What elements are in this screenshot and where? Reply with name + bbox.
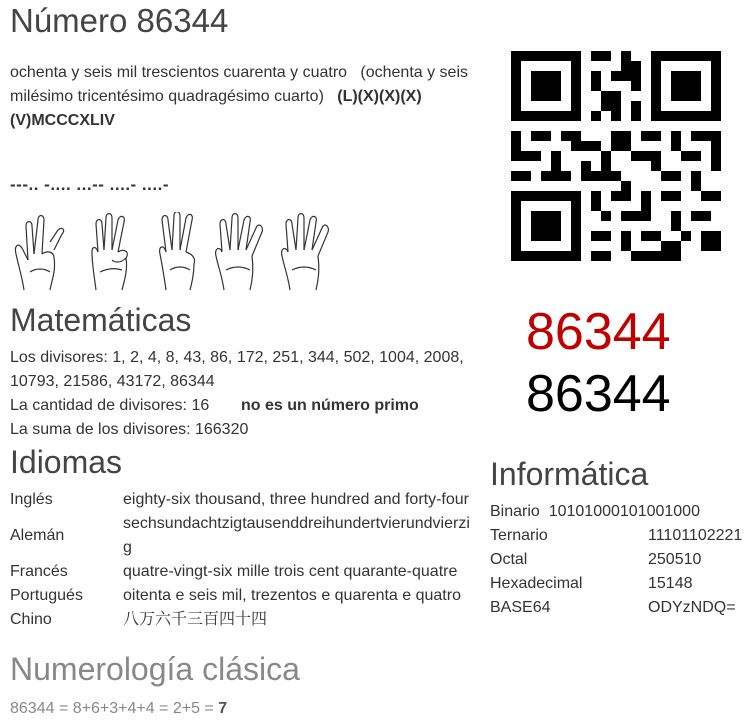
spanish-words: ochenta y seis mil trescientos cuarenta y cuatro bbox=[10, 64, 348, 81]
octal-value: 250510 bbox=[648, 551, 702, 568]
numerology-result: 7 bbox=[218, 700, 228, 717]
hand-3-icon bbox=[152, 212, 210, 292]
binary-label: Binario bbox=[490, 503, 540, 520]
divisor-sum-line bbox=[10, 418, 248, 442]
divisors-line bbox=[10, 346, 464, 370]
base64-row bbox=[490, 596, 748, 620]
language-name: Chino bbox=[10, 611, 52, 628]
language-text: quatre-vingt-six mille trois cent quarante-quatre bbox=[123, 563, 458, 580]
language-text: sechsundachtzigtausenddreihundertvierundvierzig bbox=[123, 515, 470, 556]
prime-status: no es un número primo bbox=[241, 397, 419, 414]
binary-value: 10101000101001000 bbox=[548, 503, 700, 520]
octal-label: Octal bbox=[490, 551, 528, 568]
qr-code-icon bbox=[511, 51, 721, 261]
hex-label: Hexadecimal bbox=[490, 575, 583, 592]
hand-6-icon bbox=[84, 212, 142, 292]
divisor-count-value: 16 bbox=[191, 397, 210, 414]
language-text: oitenta e seis mil, trezentos e quarenta e quatro bbox=[123, 587, 461, 604]
hex-value: 15148 bbox=[648, 575, 693, 592]
divisors-values: 1, 2, 4, 8, 43, 86, 172, 251, 344, 502, 1004, 2008, bbox=[112, 349, 464, 366]
ternary-value: 11101102221 bbox=[648, 527, 743, 544]
page-title: Número 86344 bbox=[10, 2, 229, 39]
hand-4-icon bbox=[212, 212, 270, 292]
hex-row bbox=[490, 572, 748, 596]
number-description bbox=[10, 61, 472, 133]
roman-numeral: (L)(X)(X)(X)(V)MCCCXLIV bbox=[10, 88, 422, 129]
language-name: Alemán bbox=[10, 527, 65, 544]
binary-row bbox=[490, 500, 748, 524]
numerology-heading: Numerología clásica bbox=[10, 651, 300, 687]
divisor-count-label: La cantidad de divisores: bbox=[10, 397, 187, 414]
language-text: 八万六千三百四十四 bbox=[123, 611, 268, 628]
divisors-continued: 10793, 21586, 43172, 86344 bbox=[10, 373, 215, 390]
language-name: Inglés bbox=[10, 491, 53, 508]
base64-value: ODYzNDQ= bbox=[648, 599, 736, 616]
base64-label: BASE64 bbox=[490, 599, 551, 616]
octal-row bbox=[490, 548, 748, 572]
big-number-black: 86344 bbox=[526, 365, 671, 423]
divisor-sum-label: La suma de los divisores: bbox=[10, 421, 191, 438]
language-name: Francés bbox=[10, 563, 68, 580]
computing-heading: Informática bbox=[490, 456, 649, 492]
languages-heading: Idiomas bbox=[10, 444, 123, 480]
divisors-label: Los divisores: bbox=[10, 349, 108, 366]
hand-8-icon bbox=[10, 212, 68, 292]
divisor-sum-value: 166320 bbox=[194, 421, 249, 438]
numerology-formula bbox=[10, 700, 227, 718]
numerology-sum: 86344 = 8+6+3+4+4 = 2+5 = bbox=[10, 700, 214, 717]
morse-code: ---.. -.... ...-- ....- ....- bbox=[10, 175, 169, 194]
big-number-red: 86344 bbox=[526, 303, 671, 361]
ternary-row bbox=[490, 524, 748, 548]
math-heading: Matemáticas bbox=[10, 302, 192, 338]
language-name: Portugués bbox=[10, 587, 83, 604]
ordinal-words: (ochenta y seis milésimo tricentésimo quadragésimo cuarto) bbox=[10, 64, 468, 105]
divisor-count-line bbox=[10, 394, 209, 418]
ternary-label: Ternario bbox=[490, 527, 548, 544]
sign-language-hands bbox=[10, 212, 340, 292]
hand-4b-icon bbox=[278, 212, 336, 292]
language-text: eighty-six thousand, three hundred and forty-four bbox=[123, 491, 469, 508]
